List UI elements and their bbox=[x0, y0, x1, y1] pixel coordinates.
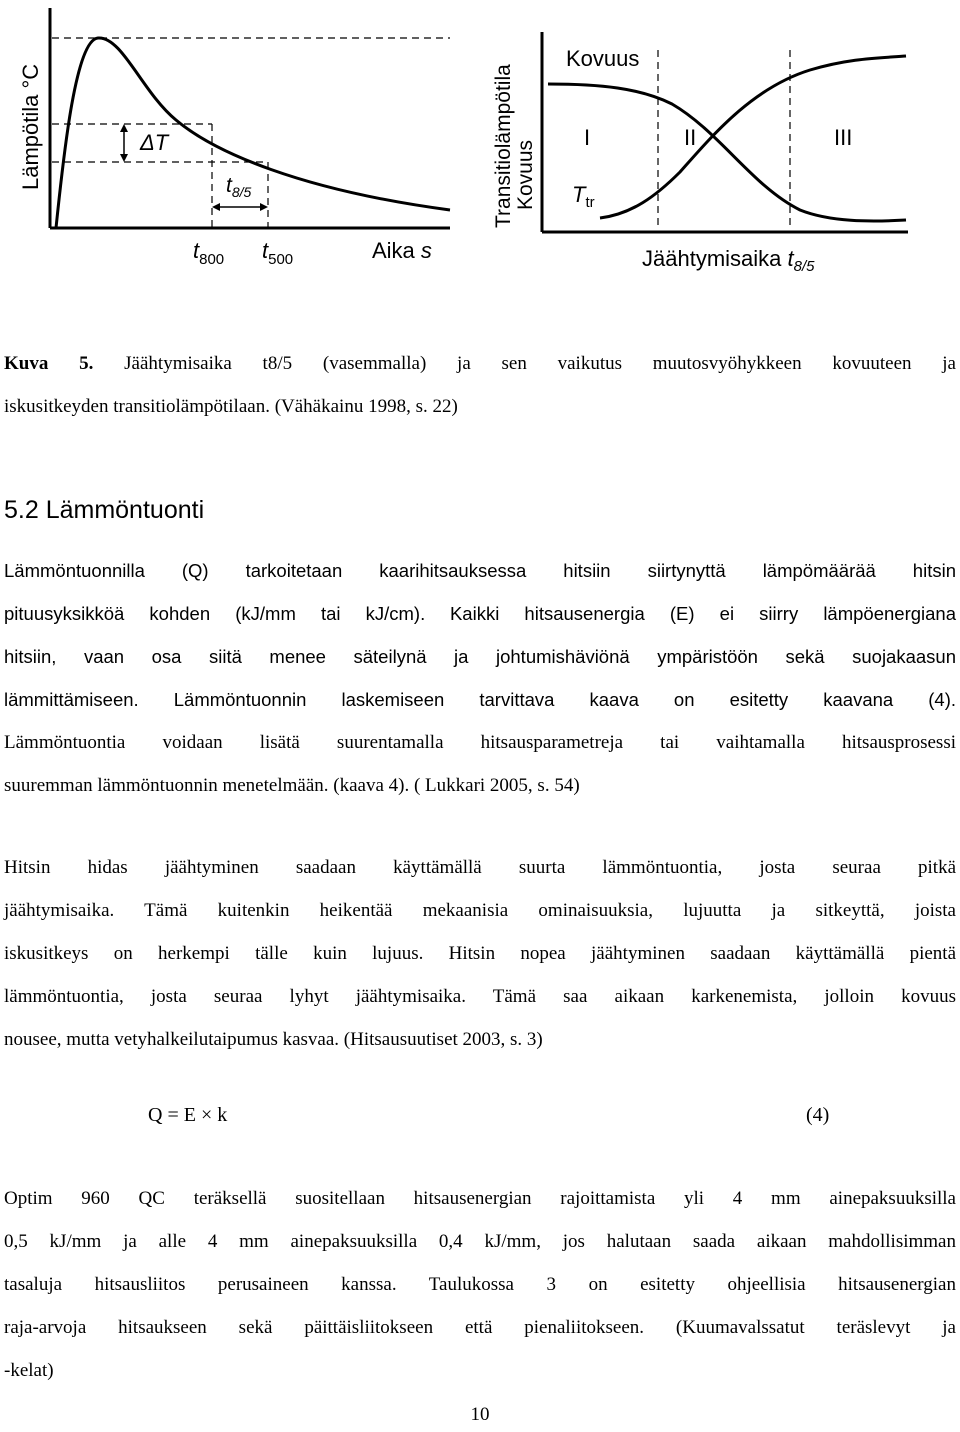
t500-label: $t_{500}$ bbox=[262, 238, 294, 268]
ttr-label: $T_{tr}$ bbox=[572, 182, 595, 211]
caption-label: Kuva 5. bbox=[4, 353, 94, 374]
temperature-curve bbox=[56, 38, 450, 228]
para3-line: raja-arvoja hitsaukseen sekä päittäisliitokseen että pienaliitokseen. (Kuumavalssatut teräslevyt ja bbox=[4, 1317, 956, 1338]
kovuus-label: Kovuus bbox=[566, 46, 640, 71]
right-x-label: Jäähtymisaika $t_{8/5}$ bbox=[642, 246, 815, 275]
t800-label: $t_{800}$ bbox=[193, 238, 225, 268]
t85-label: $t_{8/5}$ bbox=[226, 174, 252, 200]
para2-line: Hitsin hidas jäähtyminen saadaan käyttämällä suurta lämmöntuontia, josta seuraa pitkä bbox=[4, 857, 956, 878]
page-number: 10 bbox=[470, 1404, 490, 1425]
para1-line: pituusyksikköä kohden (kJ/mm tai kJ/cm). Kaikki hitsausenergia (E) ei siirry lämpöenergiana bbox=[4, 603, 957, 624]
zone-1-label: I bbox=[584, 125, 591, 150]
para3-line: Optim 960 QC teräksellä suositellaan hitsausenergian rajoittamista yli 4 mm ainepaksuuksilla bbox=[4, 1188, 956, 1209]
right-y-label-2: Kovuus bbox=[514, 139, 537, 210]
transition-temp-curve bbox=[600, 56, 906, 218]
left-x-label: Aika s bbox=[372, 238, 432, 263]
caption-line-2: iskusitkeyden transitiolämpötilaan. (Vähäkainu 1998, s. 22) bbox=[4, 396, 458, 417]
para2-line: jäähtymisaika. Tämä kuitenkin heikentää mekaanisia ominaisuuksia, lujuutta ja sitkeyttä, joista bbox=[4, 900, 956, 921]
para2-line: iskusitkeys on herkempi tälle kuin lujuus. Hitsin nopea jäähtyminen saadaan käyttämällä pientä bbox=[4, 943, 956, 964]
para1-line: lämmittämiseen. Lämmöntuonnin laskemiseen tarvittava kaava on esitetty kaavana (4). bbox=[4, 689, 956, 710]
para1-line: suuremman lämmöntuonnin menetelmään. (kaava 4). ( Lukkari 2005, s. 54) bbox=[4, 775, 580, 796]
figure-cooling-time bbox=[0, 0, 960, 300]
formula-number: (4) bbox=[806, 1104, 830, 1126]
hardness-curve bbox=[548, 84, 906, 221]
zone-2-label: II bbox=[684, 125, 697, 150]
para2-line: lämmöntuontia, josta seuraa lyhyt jäähtymisaika. Tämä saa aikaan karkenemista, jolloin kovuus bbox=[4, 986, 956, 1007]
left-plot bbox=[18, 8, 450, 268]
formula: Q = E × k bbox=[148, 1104, 228, 1126]
para1-line: Lämmöntuontia voidaan lisätä suurentamalla hitsausparametreja tai vaihtamalla hitsausprosessi bbox=[4, 732, 956, 753]
caption-line-1: Kuva 5. Jäähtymisaika t8/5 (vasemmalla) ja sen vaikutus muutosvyöhykkeen kovuuteen ja bbox=[4, 353, 956, 374]
para3-line: tasaluja hitsausliitos perusaineen kanssa. Taulukossa 3 on esitetty ohjeellisia hitsausenergian bbox=[4, 1274, 956, 1295]
left-y-label: Lämpötila °C bbox=[18, 63, 43, 190]
para1-line: Lämmöntuonnilla (Q) tarkoitetaan kaarihitsauksessa hitsiin siirtynyttä lämpömäärää hitsin bbox=[4, 560, 956, 581]
para3-line: -kelat) bbox=[4, 1360, 54, 1381]
right-plot bbox=[492, 32, 908, 275]
zone-3-label: III bbox=[834, 125, 853, 150]
para1-line: hitsiin, vaan osa siitä menee säteilynä ja johtumishäviönä ympäristöön sekä suojakaasun bbox=[4, 646, 956, 667]
delta-t-label: ΔT bbox=[140, 130, 169, 155]
section-heading: 5.2 Lämmöntuonti bbox=[4, 496, 205, 524]
right-y-label-1: Transitiolämpötila bbox=[492, 64, 515, 228]
para3-line: 0,5 kJ/mm ja alle 4 mm ainepaksuuksilla 0,4 kJ/mm, jos halutaan saada aikaan mahdollisimman bbox=[4, 1231, 956, 1252]
para2-line: nousee, mutta vetyhalkeilutaipumus kasvaa. (Hitsausuutiset 2003, s. 3) bbox=[4, 1029, 543, 1050]
